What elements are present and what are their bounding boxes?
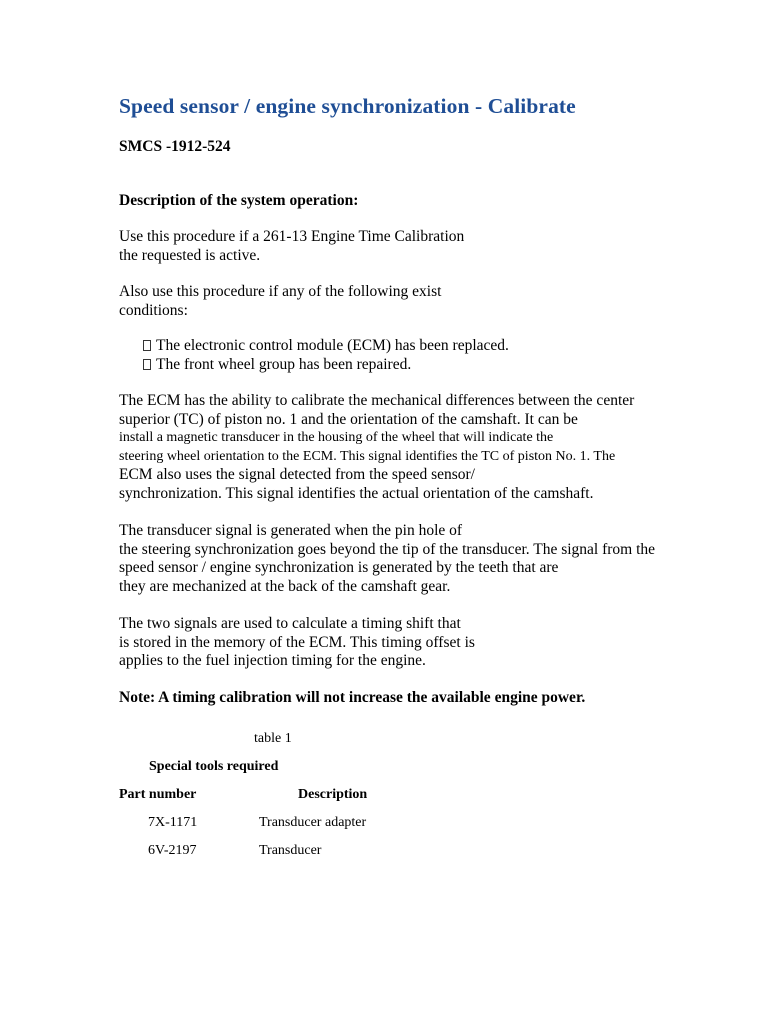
paragraph-1 <box>119 228 464 265</box>
bullet-box-icon <box>143 359 151 370</box>
paragraph-line: The transducer signal is generated when the pin hole of <box>119 522 463 539</box>
paragraph-line: speed sensor / engine synchronization is generated by the teeth that are <box>119 559 559 576</box>
paragraph-line: install a magnetic transducer in the housing of the wheel that will indicate the <box>119 430 554 445</box>
bullet-item <box>143 337 509 355</box>
paragraph-line: Also use this procedure if any of the following exist <box>119 283 442 300</box>
paragraph-line: Use this procedure if a 261-13 Engine Time Calibration <box>119 228 465 245</box>
table-cell-part: 7X-1171 <box>148 815 198 830</box>
column-header-description: Description <box>298 787 368 802</box>
section-heading: Description of the system operation: <box>119 192 359 209</box>
table-heading: Special tools required <box>149 759 279 774</box>
bullet-item <box>143 356 411 374</box>
smcs-code: SMCS -1912-524 <box>119 138 231 155</box>
table-cell-part: 6V-2197 <box>148 843 197 858</box>
table-cell-description: Transducer <box>259 843 322 858</box>
paragraph-line: the steering synchronization goes beyond the tip of the transducer. The signal from the <box>119 540 656 558</box>
paragraph-5 <box>119 615 475 671</box>
paragraph-line: The ECM has the ability to calibrate the mechanical differences between the center <box>119 392 635 409</box>
paragraph-line: steering wheel orientation to the ECM. This signal identifies the TC of piston No. 1. The <box>119 448 616 464</box>
paragraph-line: applies to the fuel injection timing for the engine. <box>119 652 426 669</box>
paragraph-line: superior (TC) of piston no. 1 and the orientation of the camshaft. It can be <box>119 410 578 428</box>
bullet-text: The front wheel group has been repaired. <box>156 356 412 373</box>
paragraph-line: conditions: <box>119 301 188 319</box>
paragraph-line: they are mechanized at the back of the camshaft gear. <box>119 577 451 595</box>
page-title: Speed sensor / engine synchronization - Calibrate <box>119 94 576 118</box>
paragraph-line: synchronization. This signal identifies the actual orientation of the camshaft. <box>119 484 594 502</box>
column-header-part-number: Part number <box>119 787 197 802</box>
note: Note: A timing calibration will not increase the available engine power. <box>119 689 586 706</box>
paragraph-line: the requested is active. <box>119 246 261 264</box>
bullet-text: The electronic control module (ECM) has been replaced. <box>156 337 509 354</box>
table-caption: table 1 <box>254 731 292 746</box>
table-cell-description: Transducer adapter <box>259 815 367 830</box>
paragraph-line: ECM also uses the signal detected from the speed sensor/ <box>119 466 475 483</box>
paragraph-2 <box>119 283 441 320</box>
paragraph-4 <box>119 522 655 596</box>
paragraph-3 <box>119 392 634 503</box>
bullet-box-icon <box>143 340 151 351</box>
paragraph-line: The two signals are used to calculate a timing shift that <box>119 615 461 632</box>
paragraph-line: is stored in the memory of the ECM. This timing offset is <box>119 633 475 651</box>
